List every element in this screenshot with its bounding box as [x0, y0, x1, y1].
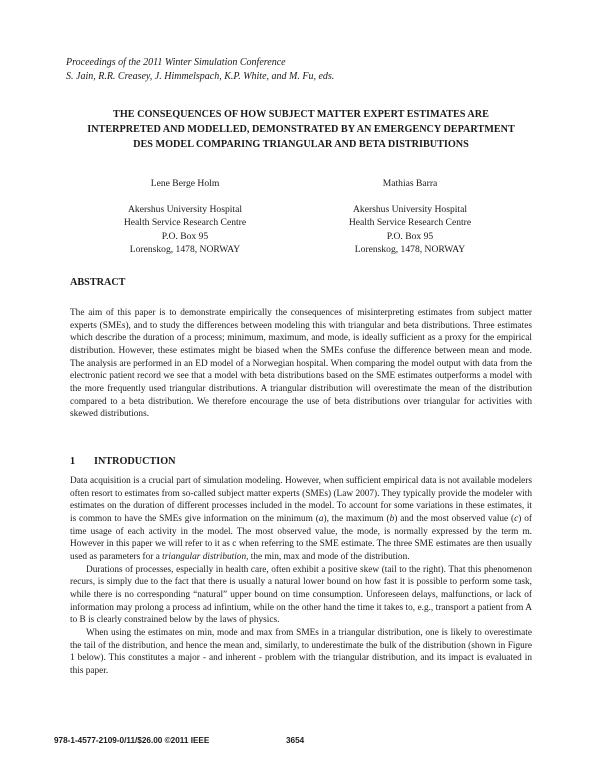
author-po-box: P.O. Box 95 — [161, 230, 209, 242]
author-block-2 — [310, 177, 510, 257]
proceedings-editors: S. Jain, R.R. Creasey, J. Himmelspach, K.P. White, and M. Fu, eds. — [66, 71, 335, 82]
author-po-box: P.O. Box 95 — [386, 230, 434, 242]
abstract-heading: ABSTRACT — [70, 277, 126, 288]
author-block-1 — [85, 177, 285, 257]
introduction-body — [70, 475, 532, 678]
intro-text: Data acquisition is a crucial part of simulation modeling. However, when sufficient empirical data is not available modelers often resort to estimates from so-called subject matter experts (SMEs) (Law 2007). They typically provide the modeler with estimates on the duration of different processes included in the model. To account for some variations in these estimates, it is common to have the SMEs give information on the minimum ( — [70, 476, 532, 524]
variable-c: c — [514, 513, 519, 524]
proceedings-title: Proceedings of the 2011 Winter Simulation Conference — [66, 57, 286, 68]
title-line-1: THE CONSEQUENCES OF HOW SUBJECT MATTER EXPERT ESTIMATES ARE — [113, 109, 489, 120]
intro-paragraph-3: When using the estimates on min, mode and max from SMEs in a triangular distribution, one is likely to overestimate the tail of the distribution, and hence the mean and, similarly, to underestimate the bulk of the distribution (shown in Figure 1 below). This constitutes a major - and inherent - problem with the triangular distribution, and its impact is evaluated in this paper. — [70, 627, 532, 676]
footer-isbn: 978-1-4577-2109-0/11/$26.00 ©2011 IEEE — [54, 736, 210, 745]
author-department: Health Service Research Centre — [123, 217, 247, 228]
intro-paragraph-2: Durations of processes, especially in health care, often exhibit a positive skew (tail to the right). That this phenomenon recurs, is simply due to the fact that there is usually a natural lower bound on how fast it is possible to perform some task, while there is no corresponding “natural” upper bound on time consumption. Unforeseen delays, malfunctions, or lack of information may prolong a process ad infintium, while on the other hand the time it takes to, e.g., transport a patient from A to B is clearly constrained below by the laws of physics. — [70, 564, 532, 626]
proceedings-info — [66, 56, 334, 84]
author-city: Lorenskog, 1478, NORWAY — [129, 244, 241, 255]
author-department: Health Service Research Centre — [348, 217, 472, 228]
author-name: Mathias Barra — [382, 178, 438, 189]
section-heading: INTRODUCTION — [94, 456, 176, 467]
intro-text: ) and the most observed value ( — [394, 513, 515, 524]
title-line-2: INTERPRETED AND MODELLED, DEMONSTRATED BY AN EMERGENCY DEPARTMENT — [87, 124, 515, 135]
page-number: 3654 — [286, 736, 305, 745]
intro-paragraph-1 — [70, 475, 532, 564]
paper-title — [70, 107, 532, 152]
abstract-text — [70, 307, 532, 421]
variable-a: a — [318, 513, 324, 524]
author-name: Lene Berge Holm — [150, 178, 220, 189]
intro-text: , the min, max and mode of the distribution. — [246, 551, 410, 562]
title-line-3: DES MODEL COMPARING TRIANGULAR AND BETA DISTRIBUTIONS — [133, 139, 469, 150]
variable-b: b — [389, 513, 395, 524]
abstract-paragraph: The aim of this paper is to demonstrate empirically the consequences of misinterpreting estimates from subject matter experts (SMEs), and to study the differences between modeling this with triangular and beta distributions. Three estimates which describe the duration of a process; minimum, maximum, and mode, is ideally sufficient as a proxy for the empirical distribution. However, these estimates might be biased when the SMEs confuse the difference between mean and mode. The analysis are performed in an ED model of a Norwegian hospital. When comparing the model output with data from the electronic patient record we see that a model with beta distributions based on the SME estimates outperforms a model with the more frequently used triangular distributions. A triangular distribution will overestimate the mean of the distribution compared to a beta distribution. We therefore encourage the use of beta distributions over triangular for activities with skewed distributions. — [70, 308, 532, 420]
author-city: Lorenskog, 1478, NORWAY — [354, 244, 466, 255]
author-affiliation: Akershus University Hospital — [127, 203, 243, 215]
intro-text: ), the maximum ( — [323, 513, 390, 524]
author-affiliation: Akershus University Hospital — [352, 203, 468, 215]
section-number: 1 — [70, 456, 76, 467]
emphasis-triangular-distribution: triangular distribution — [162, 551, 247, 562]
intro-text: ) of time usage of each activity in the model. The most observed value, the mode, is normally expressed by the term m. However in this paper we will refer to it as c when referring to the SME estimate. The three SME estimates are then usually used as parameters for a — [70, 513, 532, 562]
